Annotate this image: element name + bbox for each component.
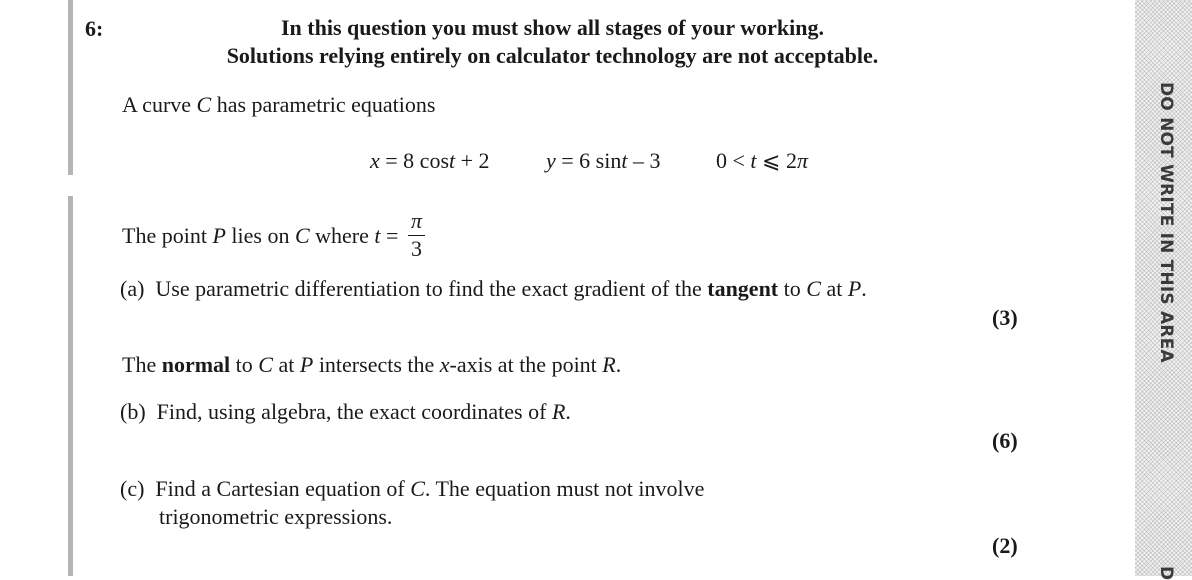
do-not-write-label-tail: D xyxy=(1156,566,1176,580)
pi-over-three-fraction: $\frac{\pi}{3}$ xyxy=(408,210,425,260)
part-a: (a) Use parametric differentiation to find the exact gradient of the tangent to C at P. xyxy=(120,276,867,301)
part-c-line-1: (c) Find a Cartesian equation of C. The equation must not involve xyxy=(120,476,705,501)
marks-part-b: (6) xyxy=(992,428,1018,453)
part-b: (b) Find, using algebra, the exact coordinates of R. xyxy=(120,399,571,424)
normal-statement: The normal to C at P intersects the x-axis at the point R. xyxy=(122,352,622,377)
marks-part-c: (2) xyxy=(992,533,1018,558)
equation-x: x = 8 cost + 2 xyxy=(370,148,490,173)
equation-y: y = 6 sint – 3 xyxy=(546,148,661,173)
parameter-range: 0 < t ⩽ 2π xyxy=(716,148,809,173)
point-p-statement: The point P lies on C where t = $\frac{\pi}{3}$ xyxy=(122,213,425,263)
do-not-write-label: DO NOT WRITE IN THIS AREA xyxy=(1156,82,1176,363)
left-margin-rule-top xyxy=(68,0,73,175)
instruction-line-2: Solutions relying entirely on calculator technology are not acceptable. xyxy=(226,43,879,68)
curve-intro: A curve C has parametric equations xyxy=(122,92,436,117)
left-margin-rule-bottom xyxy=(68,196,73,576)
part-c-line-2: trigonometric expressions. xyxy=(159,504,393,529)
question-number: 6: xyxy=(85,16,104,41)
marks-part-a: (3) xyxy=(992,305,1018,330)
instruction-line-1: In this question you must show all stages of your working. xyxy=(281,15,824,40)
